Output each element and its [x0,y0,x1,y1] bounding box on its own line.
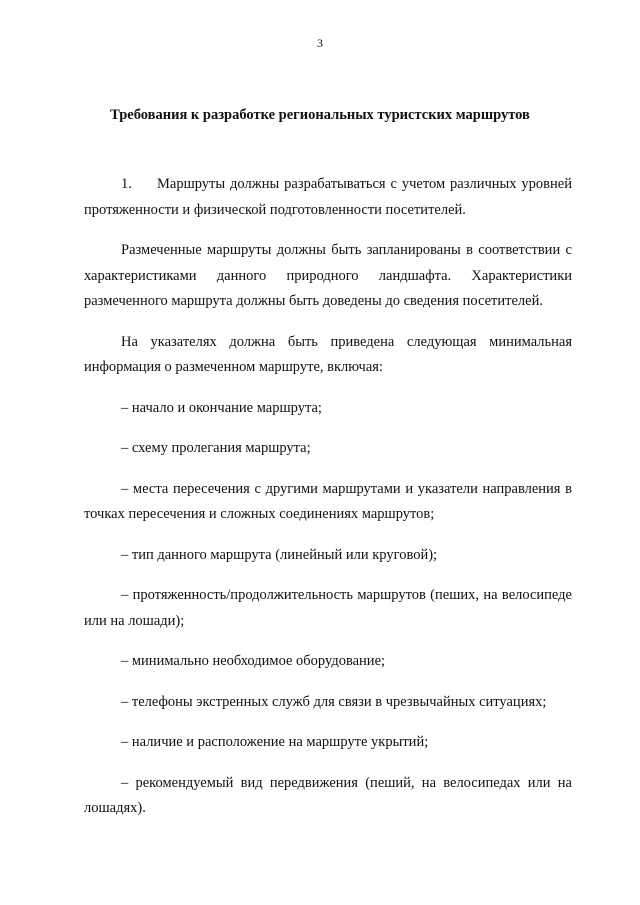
paragraph-3: На указателях должна быть приведена следующая минимальная информация о размеченном маршруте, включая: [84,333,572,375]
list-item-length-duration: – протяженность/продолжительность маршрутов (пеших, на велосипеде или на лошади); [84,587,572,629]
list-item-movement-type: – рекомендуемый вид передвижения (пеший, на велосипедах или на лошадях). [84,774,572,816]
list-item-shelters: – наличие и расположение на маршруте укрытий; [121,734,429,750]
list-item-emergency-phones: – телефоны экстренных служб для связи в чрезвычайных ситуациях; [121,693,547,710]
list-item-route-type: – тип данного маршрута (линейный или круговой); [121,546,438,563]
list-item-intersections: – места пересечения с другими маршрутами и указатели направления в точках пересечения и сложных соединениях маршрутов; [84,480,572,522]
page-number: 3 [317,36,323,50]
paragraph-number: 1. [121,176,132,192]
list-item-start-end: – начало и окончание маршрута; [121,399,322,416]
paragraph-text: Маршруты должны разрабатываться с учетом различных уровней протяженности и физической подготовленности посетителей. [84,176,572,218]
list-item-equipment: – минимально необходимое оборудование; [121,653,386,669]
paragraph-2: Размеченные маршруты должны быть запланированы в соответствии с характеристиками данного природного ландшафта. Характеристики размеченного маршрута должны быть доведены до сведения посетителей. [84,242,572,309]
list-item-route-scheme: – схему пролегания маршрута; [121,440,311,456]
document-title: Требования к разработке региональных туристских маршрутов [110,107,530,123]
paragraph-1 [84,172,572,223]
document-body [84,172,572,837]
